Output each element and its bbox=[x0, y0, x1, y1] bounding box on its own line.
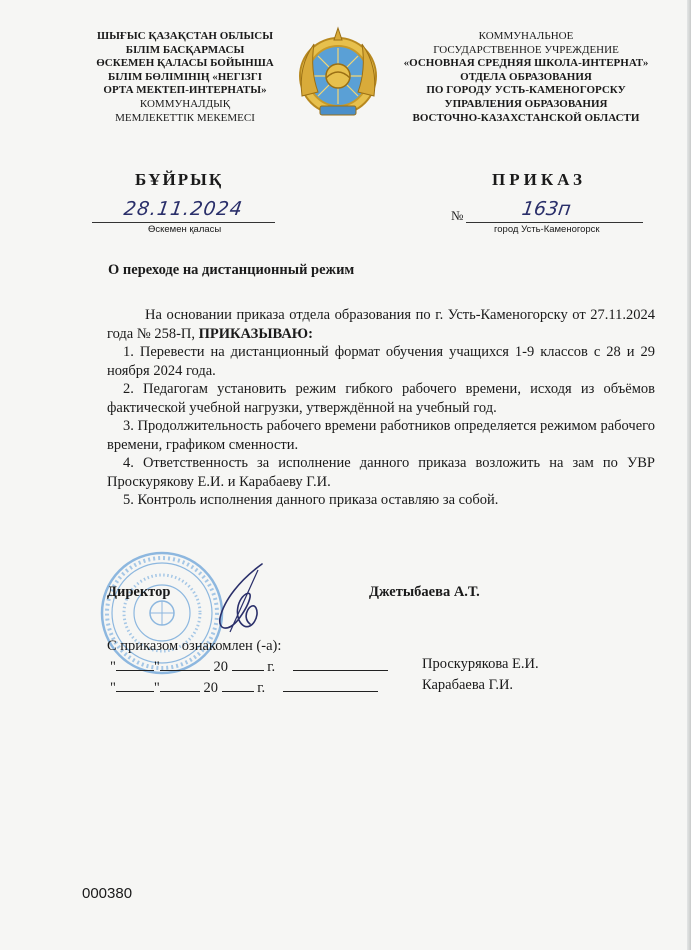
header-ru-line: ПО ГОРОДУ УСТЬ-КАМЕНОГОРСКУ bbox=[426, 84, 626, 97]
acquaintance-name: Проскурякова Е.И. bbox=[422, 656, 539, 672]
quote-close: " bbox=[153, 680, 160, 696]
header-kz-line: ШЫҒЫС ҚАЗАҚСТАН ОБЛЫСЫ bbox=[96, 30, 274, 42]
number-underline bbox=[466, 222, 643, 223]
header-kz bbox=[60, 30, 310, 125]
header-ru bbox=[395, 30, 657, 125]
year-blank bbox=[222, 677, 254, 692]
signature-blank bbox=[293, 656, 388, 671]
header-kz-line: МЕМЛЕКЕТТІК МЕКЕМЕСІ bbox=[115, 111, 255, 124]
quote-open: " bbox=[110, 659, 116, 675]
document-title-kz: БҰЙРЫҚ bbox=[135, 170, 224, 189]
order-intro-text: На основании приказа отдела образования по г. Усть-Каменогорску от 27.11.2024 года № 258-П, bbox=[107, 307, 655, 342]
page-edge-shadow bbox=[687, 0, 691, 950]
month-blank bbox=[160, 656, 210, 671]
director-title: Директор bbox=[107, 584, 171, 600]
acquaintance-name: Карабаева Г.И. bbox=[422, 677, 514, 693]
acquaintance-row bbox=[110, 677, 378, 697]
header-kz-line: ОРТА МЕКТЕП-ИНТЕРНАТЫ» bbox=[103, 84, 267, 97]
director-name: Джетыбаева А.Т. bbox=[369, 584, 480, 600]
header-ru-line: УПРАВЛЕНИЯ ОБРАЗОВАНИЯ bbox=[444, 97, 608, 110]
handwritten-signature-icon bbox=[210, 560, 280, 640]
acquaintance-title: С приказом ознакомлен (-а): bbox=[107, 638, 282, 654]
order-item: 4. Ответственность за исполнение данного приказа возложить на зам по УВР Проскурякову Е.И. и Карабаеву Г.И. bbox=[107, 455, 655, 490]
order-item: 2. Педагогам установить режим гибкого рабочего времени, исходя из объёмов фактической учебной нагрузки, утверждённой на учебный год. bbox=[107, 381, 655, 416]
year-prefix: 20 bbox=[203, 680, 218, 696]
year-blank bbox=[232, 656, 264, 671]
header-ru-line: ГОСУДАРСТВЕННОЕ УЧРЕЖДЕНИЕ bbox=[433, 43, 619, 56]
header-ru-line: КОММУНАЛЬНОЕ bbox=[478, 30, 574, 42]
order-item: 3. Продолжительность рабочего времени работников определяется режимом рабочего времени, графиком сменности. bbox=[107, 418, 655, 453]
city-ru: город Усть-Каменогорск bbox=[494, 224, 600, 235]
header-kz-line: БІЛІМ БАСҚАРМАСЫ bbox=[125, 43, 245, 56]
day-blank bbox=[116, 677, 154, 692]
header-ru-line: ВОСТОЧНО-КАЗАХСТАНСКОЙ ОБЛАСТИ bbox=[412, 111, 640, 124]
year-prefix: 20 bbox=[213, 659, 228, 675]
handwritten-date: 28.11.2024 bbox=[122, 198, 245, 220]
year-suffix: г. bbox=[267, 659, 276, 675]
order-subject: О переходе на дистанционный режим bbox=[108, 262, 355, 278]
form-serial-number: 000380 bbox=[82, 885, 133, 902]
header-kz-line: ӨСКЕМЕН ҚАЛАСЫ БОЙЫНША bbox=[96, 57, 274, 70]
order-item: 1. Перевести на дистанционный формат обучения учащихся 1-9 классов с 28 и 29 ноября 2024 года. bbox=[107, 344, 655, 379]
document-title-ru: ПРИКАЗ bbox=[492, 170, 586, 189]
header-ru-line: «ОСНОВНАЯ СРЕДНЯЯ ШКОЛА-ИНТЕРНАТ» bbox=[403, 57, 649, 70]
month-blank bbox=[160, 677, 200, 692]
acquaintance-row bbox=[110, 656, 388, 676]
order-item: 5. Контроль исполнения данного приказа оставляю за собой. bbox=[123, 492, 499, 508]
state-emblem-icon bbox=[296, 26, 380, 120]
quote-close: " bbox=[153, 659, 160, 675]
signature-blank bbox=[283, 677, 378, 692]
day-blank bbox=[116, 656, 154, 671]
number-sign: № bbox=[451, 208, 464, 223]
quote-open: " bbox=[110, 680, 116, 696]
city-kz: Өскемен қаласы bbox=[148, 224, 222, 235]
handwritten-number: 163п bbox=[520, 198, 573, 220]
order-body bbox=[107, 306, 655, 510]
header-kz-line: КОММУНАЛДЫҚ bbox=[139, 97, 231, 110]
date-underline bbox=[92, 222, 275, 223]
order-command: ПРИКАЗЫВАЮ: bbox=[198, 325, 313, 342]
header-kz-line: БІЛІМ БӨЛІМІНІҢ «НЕГІЗГІ bbox=[107, 70, 263, 83]
order-intro bbox=[107, 306, 655, 343]
header-ru-line: ОТДЕЛА ОБРАЗОВАНИЯ bbox=[460, 70, 592, 83]
year-suffix: г. bbox=[257, 680, 266, 696]
